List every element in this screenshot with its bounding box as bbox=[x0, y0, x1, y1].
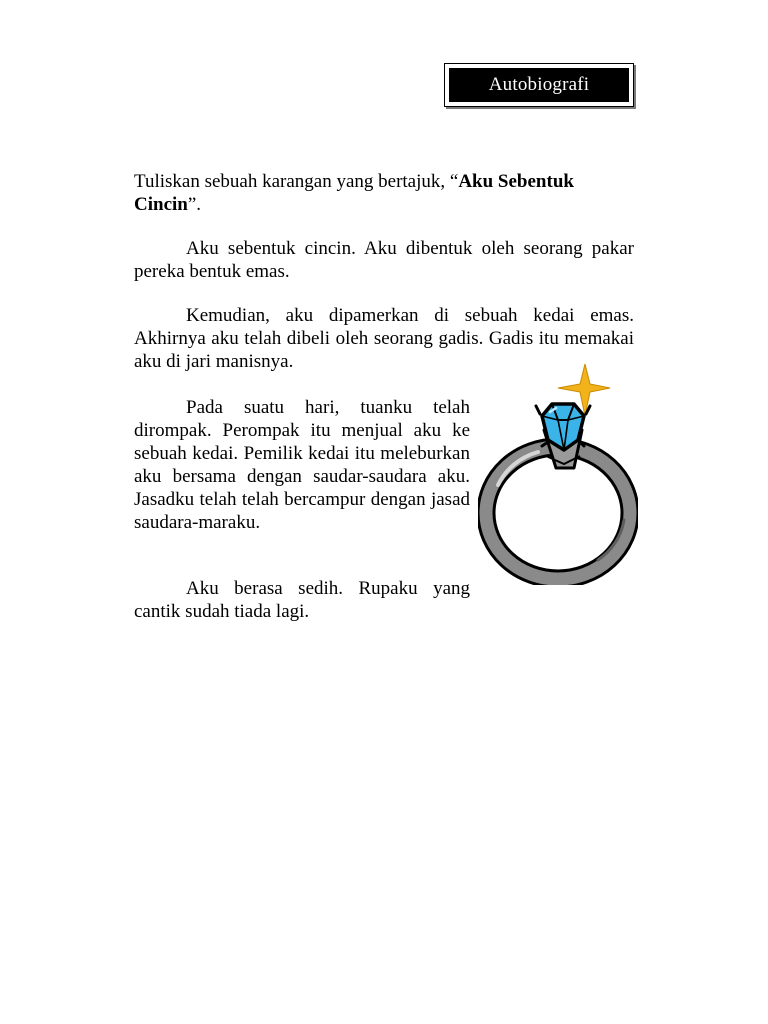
gem-icon bbox=[536, 404, 590, 450]
diamond-ring-icon bbox=[478, 360, 638, 585]
essay-title: Aku Sebentuk Cincin bbox=[134, 171, 574, 215]
essay-prompt bbox=[134, 170, 634, 216]
paragraph-2: Kemudian, aku dipamerkan di sebuah kedai emas. Akhirnya aku telah dibeli oleh seorang gadis. Gadis itu memakai aku di jari manisnya. bbox=[134, 305, 634, 372]
paragraph-4: Aku berasa sedih. Rupaku yang cantik sudah tiada lagi. bbox=[134, 578, 470, 622]
section-label-text: Autobiografi bbox=[449, 68, 629, 102]
prompt-outro: ”. bbox=[187, 194, 202, 215]
prompt-intro: Tuliskan sebuah karangan yang bertajuk, “ bbox=[134, 171, 459, 192]
paragraph-1: Aku sebentuk cincin. Aku dibentuk oleh seorang pakar pereka bentuk emas. bbox=[134, 238, 634, 282]
paragraph-3: Pada suatu hari, tuanku telah dirompak. Perompak itu menjual aku ke sebuah kedai. Pemilik kedai itu meleburkan aku bersama dengan saudar-saudara aku. Jasadku telah telah bercampur dengan jasad saudara-maraku. bbox=[134, 397, 470, 533]
section-label bbox=[444, 63, 634, 107]
